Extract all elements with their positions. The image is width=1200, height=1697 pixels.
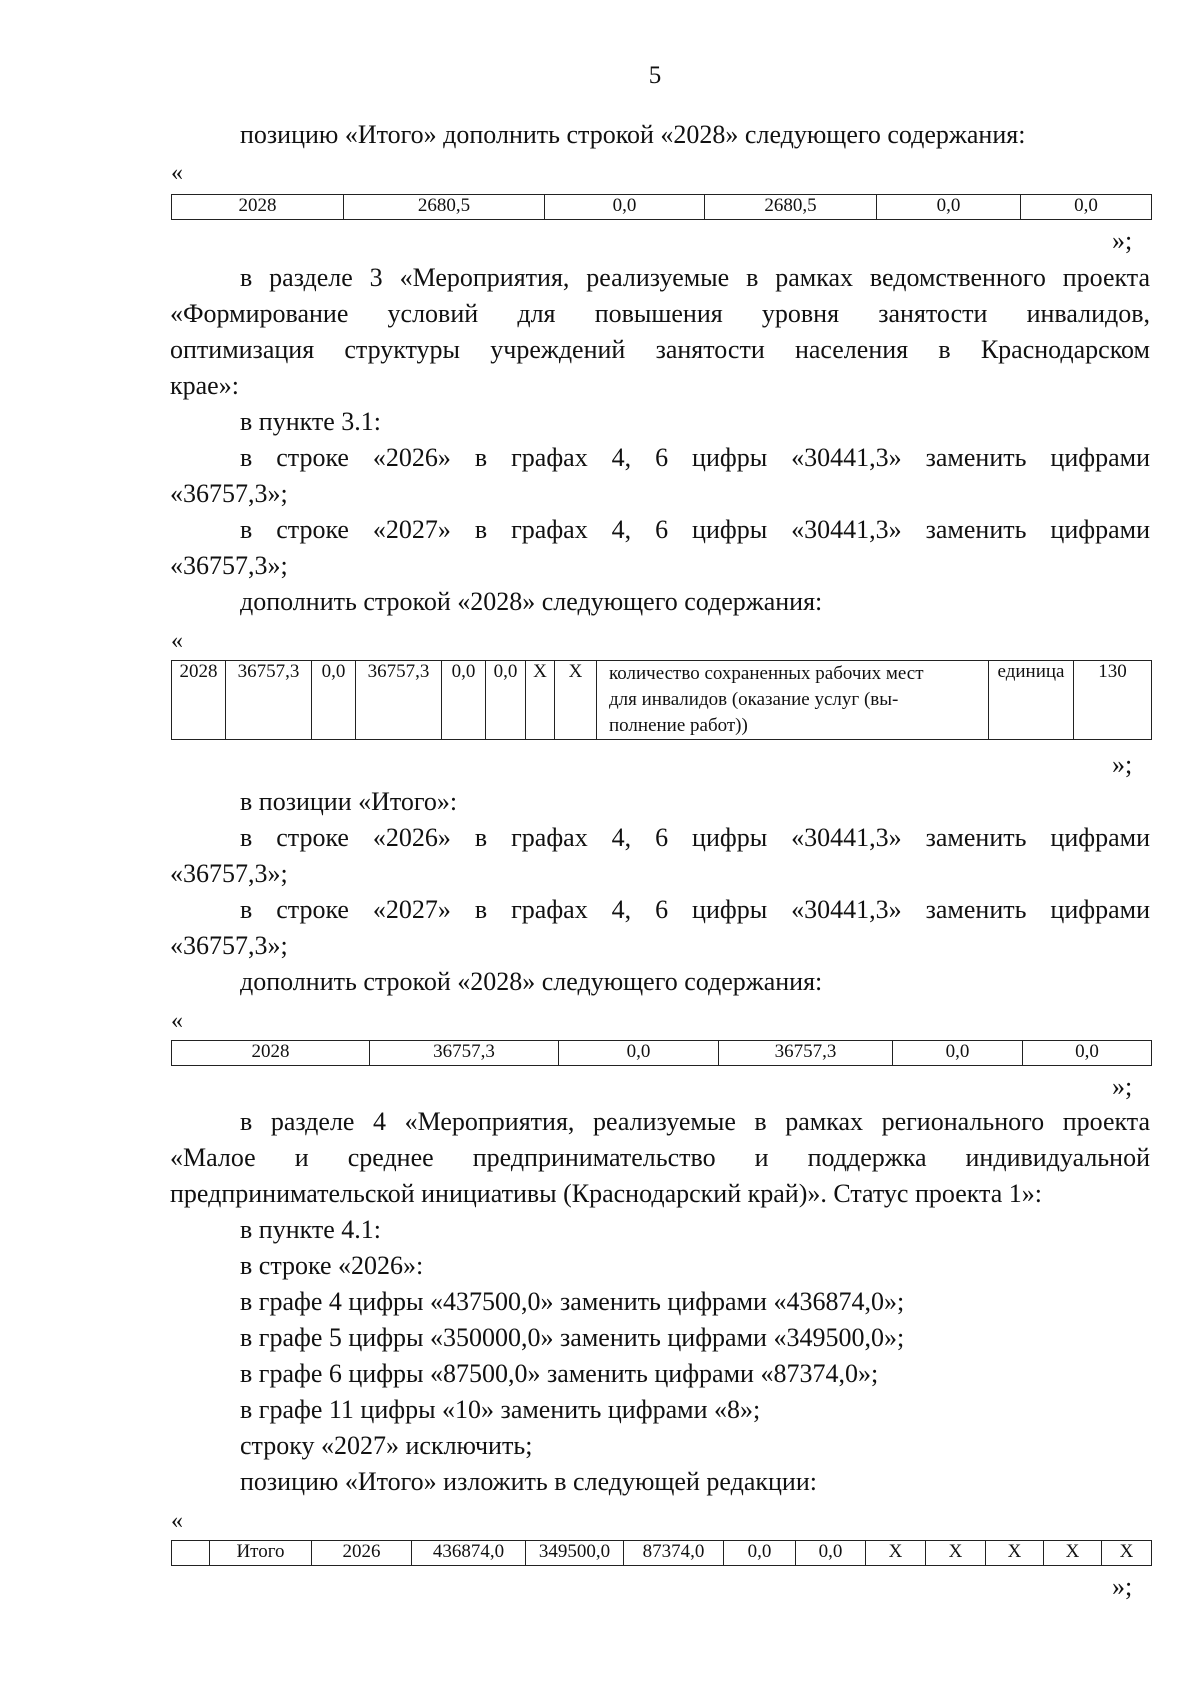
table-itogo-2028-section-3 [171, 1040, 1152, 1066]
table-cell: 36757,3 [370, 1041, 559, 1066]
text-line: предпринимательской инициативы (Краснодарский край)». Статус проекта 1»: [170, 1179, 1042, 1208]
paragraph-column-4: в графе 4 цифры «437500,0» заменить цифрами «436874,0»; [240, 1287, 905, 1316]
open-quote: « [171, 160, 183, 186]
paragraph-add-2028: дополнить строкой «2028» следующего содержания: [240, 587, 823, 616]
table-cell [172, 1541, 210, 1566]
text-line: в разделе 4 «Мероприятия, реализуемые в рамках регионального проекта [240, 1107, 1150, 1136]
table-itogo-2028 [171, 194, 1152, 220]
table-cell: 0,0 [1021, 195, 1152, 220]
table-point-3-1-2028 [171, 660, 1152, 740]
paragraph-itogo-position: в позиции «Итого»: [240, 787, 458, 816]
paragraph-column-6: в графе 6 цифры «87500,0» заменить цифрами «87374,0»; [240, 1359, 879, 1388]
text-line: в разделе 3 «Мероприятия, реализуемые в рамках ведомственного проекта [240, 263, 1150, 292]
text-line: полнение работ)) [609, 715, 748, 736]
table-cell: Х [1044, 1541, 1102, 1566]
table-cell: Х [555, 661, 597, 740]
text-line: количество сохраненных рабочих мест [609, 663, 924, 684]
open-quote: « [171, 628, 183, 654]
paragraph-itogo-2026 [170, 820, 1150, 892]
table-cell: 2028 [172, 195, 344, 220]
table-cell: 36757,3 [226, 661, 312, 740]
table-cell: 2028 [172, 1041, 370, 1066]
text-line: «Формирование условий для повышения уровня занятости инвалидов, [170, 299, 1150, 328]
table-cell: Х [926, 1541, 986, 1566]
table-cell: Х [986, 1541, 1044, 1566]
table-row [172, 195, 1152, 220]
table-row [172, 1041, 1152, 1066]
paragraph-column-5: в графе 5 цифры «350000,0» заменить цифрами «349500,0»; [240, 1323, 905, 1352]
table-cell: 0,0 [1023, 1041, 1152, 1066]
table-cell: 0,0 [486, 661, 526, 740]
table-row [172, 661, 1152, 740]
text-line: «36757,3»; [170, 931, 288, 960]
close-quote: »; [1112, 750, 1133, 779]
text-line: в строке «2027» в графах 4, 6 цифры «30441,3» заменить цифрами [240, 895, 1150, 924]
paragraph-section-4 [170, 1104, 1150, 1212]
paragraph-row-2026-4: в строке «2026»: [240, 1251, 424, 1280]
text-line: оптимизация структуры учреждений занятости населения в Краснодарском [170, 335, 1150, 364]
table-cell: 0,0 [724, 1541, 796, 1566]
paragraph-column-11: в графе 11 цифры «10» заменить цифрами «8»; [240, 1395, 761, 1424]
close-quote: »; [1112, 1072, 1133, 1101]
page-number: 5 [648, 62, 662, 89]
indicator-description [597, 661, 989, 740]
close-quote: »; [1112, 226, 1133, 255]
table-cell: 36757,3 [719, 1041, 893, 1066]
table-cell: 87374,0 [624, 1541, 724, 1566]
unit-cell: единица [989, 661, 1074, 740]
paragraph-exclude-2027: строку «2027» исключить; [240, 1431, 533, 1460]
table-cell: 0,0 [312, 661, 356, 740]
table-row [172, 1541, 1152, 1566]
text-line: «Малое и среднее предпринимательство и поддержка индивидуальной [170, 1143, 1150, 1172]
open-quote: « [171, 1008, 183, 1034]
table-cell: 0,0 [893, 1041, 1023, 1066]
text-line: в строке «2026» в графах 4, 6 цифры «30441,3» заменить цифрами [240, 823, 1150, 852]
paragraph-itogo-2027 [170, 892, 1150, 964]
table-cell: 0,0 [442, 661, 486, 740]
paragraph-row-2027 [170, 512, 1150, 584]
table-cell: Х [526, 661, 555, 740]
text-line: «36757,3»; [170, 551, 288, 580]
paragraph-itogo-edition: позицию «Итого» изложить в следующей редакции: [240, 1467, 817, 1496]
paragraph-point-3-1: в пункте 3.1: [240, 407, 382, 436]
table-cell: 2026 [312, 1541, 412, 1566]
table-cell: 36757,3 [356, 661, 442, 740]
table-cell: 2680,5 [705, 195, 877, 220]
table-cell: 0,0 [559, 1041, 719, 1066]
close-quote: »; [1112, 1572, 1133, 1601]
table-cell: Итого [210, 1541, 312, 1566]
paragraph-row-2026 [170, 440, 1150, 512]
text-line: крае»: [170, 371, 239, 400]
table-cell: 349500,0 [526, 1541, 624, 1566]
table-cell: 2028 [172, 661, 226, 740]
table-cell: 0,0 [877, 195, 1021, 220]
table-cell: 436874,0 [412, 1541, 526, 1566]
paragraph-point-4-1: в пункте 4.1: [240, 1215, 382, 1244]
text-line: «36757,3»; [170, 479, 288, 508]
text-line: «36757,3»; [170, 859, 288, 888]
paragraph-section-3 [170, 260, 1150, 404]
table-cell: 0,0 [796, 1541, 866, 1566]
table-cell: 0,0 [545, 195, 705, 220]
value-cell: 130 [1074, 661, 1152, 740]
text-line: в строке «2027» в графах 4, 6 цифры «30441,3» заменить цифрами [240, 515, 1150, 544]
paragraph-add-2028-itogo: дополнить строкой «2028» следующего содержания: [240, 967, 823, 996]
paragraph-itogo-2028: позицию «Итого» дополнить строкой «2028» следующего содержания: [240, 120, 1026, 149]
table-cell: Х [1102, 1541, 1152, 1566]
table-cell: 2680,5 [344, 195, 545, 220]
text-line: в строке «2026» в графах 4, 6 цифры «30441,3» заменить цифрами [240, 443, 1150, 472]
table-itogo-section-4 [171, 1540, 1152, 1566]
open-quote: « [171, 1508, 183, 1534]
text-line: для инвалидов (оказание услуг (вы- [609, 689, 899, 710]
table-cell: Х [866, 1541, 926, 1566]
